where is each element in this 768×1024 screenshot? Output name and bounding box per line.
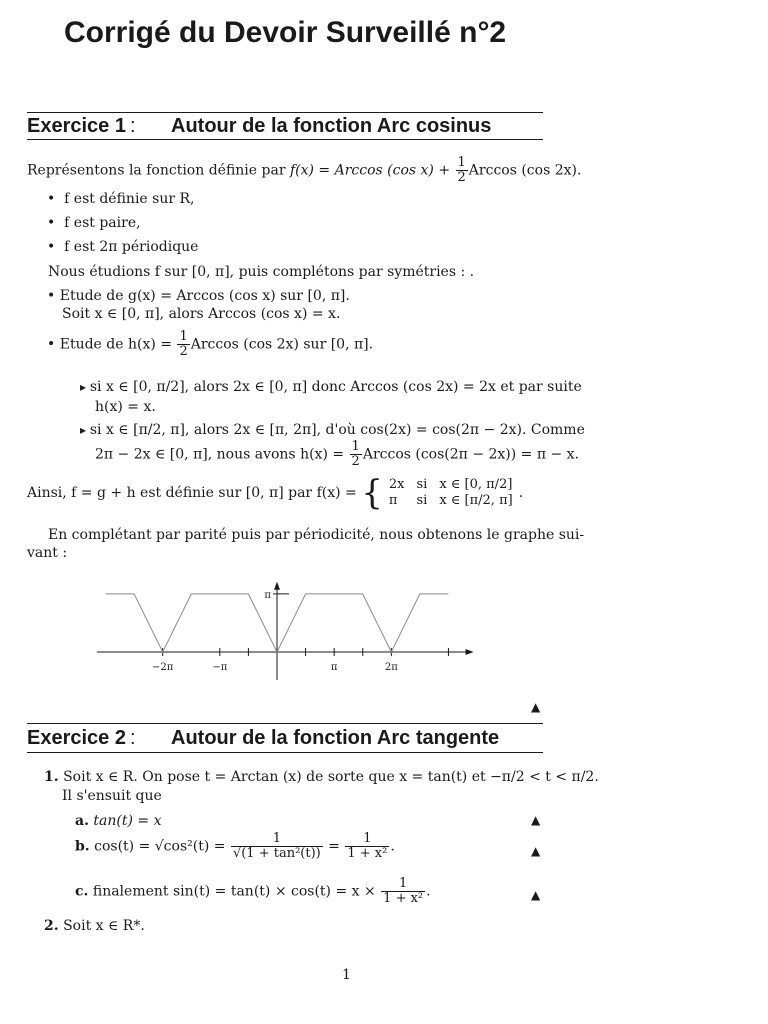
ainsi-end: . — [518, 485, 524, 501]
frac-den: 1 + x² — [383, 891, 424, 906]
q1b-fraction1 — [231, 832, 323, 861]
graph-chart — [0, 560, 768, 680]
intro-formula: f(x) = Arccos (cos x) + — [289, 162, 455, 179]
exercise1-topic: Autour de la fonction Arc cosinus — [171, 115, 492, 137]
case-expr: 2x — [388, 477, 405, 492]
intro-fraction — [456, 156, 468, 185]
x-tick-label: −2π — [151, 662, 174, 673]
x-axis-arrow — [466, 649, 474, 655]
property-text: f est définie sur R, — [64, 191, 195, 207]
intro-text: Représentons la fonction définie par — [27, 162, 290, 179]
ainsi-line — [27, 473, 524, 513]
case-cond: x ∈ [0, π/2] — [439, 477, 513, 492]
frac-den: 2 — [457, 170, 466, 185]
q1a-text: tan(t) = x — [93, 813, 162, 829]
case-si: si — [416, 477, 428, 492]
q1b-text: cos(t) = √cos²(t) = — [94, 838, 230, 855]
h-fraction — [177, 330, 189, 359]
exercise2-bottom-rule — [27, 752, 543, 753]
case2-text: 2π − 2x ∈ [0, π], nous avons h(x) = — [95, 446, 349, 463]
q1-text: Soit x ∈ R. On pose t = Arctan (x) de sorte que x = tan(t) et −π/2 < t < π/2. — [63, 769, 599, 785]
frac-num: 1 — [179, 329, 188, 344]
bullet-icon: • — [47, 215, 65, 231]
q1c-text: finalement sin(t) = tan(t) × cos(t) = x × — [92, 883, 381, 900]
intro-formula-end: Arccos (cos 2x). — [468, 162, 582, 179]
frac-num: 1 — [351, 439, 360, 454]
q1c-end: . — [426, 883, 431, 900]
q1c-mark-icon: ▲ — [531, 888, 541, 902]
frac-num: 1 — [457, 155, 466, 170]
x-tick-label: 2π — [384, 662, 398, 673]
exercise2-colon: : — [129, 727, 136, 749]
exercise2-heading — [27, 727, 500, 750]
case-expr: π — [388, 493, 398, 508]
q2-label: 2. — [44, 918, 59, 934]
exercise2-label: Exercice 2 — [27, 727, 126, 749]
end-mark-icon: ▲ — [531, 700, 541, 714]
case-row — [383, 477, 519, 493]
property-item — [47, 238, 198, 256]
q1b-end: . — [390, 838, 395, 855]
q1-label: 1. — [44, 769, 59, 785]
case-si: si — [416, 493, 428, 508]
h-study-text: Etude de h(x) = — [59, 336, 177, 353]
frac-num: 1 — [345, 832, 389, 847]
g-study-text: Etude de g(x) = Arccos (cos x) sur [0, π]. — [59, 288, 350, 304]
g-study-line1 — [47, 287, 350, 305]
y-axis-arrow — [274, 582, 280, 590]
y-tick-label: π — [264, 589, 271, 601]
q1a-line — [75, 812, 161, 830]
q1b-fraction2 — [345, 832, 389, 861]
bullet-icon: • — [47, 336, 60, 353]
exercise1-label: Exercice 1 — [27, 115, 126, 137]
case2-text-end: Arccos (cos(2π − 2x)) = π − x. — [362, 446, 580, 463]
q1c-label: c. — [75, 883, 89, 900]
case-cond: x ∈ [π/2, π] — [439, 493, 513, 508]
q1a-label: a. — [75, 813, 89, 829]
exercise2-topic: Autour de la fonction Arc tangente — [171, 727, 500, 749]
frac-num: 1 — [231, 832, 323, 847]
case2-line1 — [80, 421, 585, 439]
completing-line1: En complétant par parité puis par périodicité, nous obtenons le graphe sui- — [48, 527, 585, 543]
case1-text: si x ∈ [0, π/2], alors 2x ∈ [0, π] donc Arccos (cos 2x) = 2x et par suite — [89, 379, 582, 395]
brace-icon: { — [361, 473, 383, 513]
ainsi-text: Ainsi, f = g + h est définie sur [0, π] par f(x) = — [27, 485, 362, 501]
frac-num: 1 — [381, 877, 425, 892]
q1c-line — [75, 877, 431, 906]
exercise1-heading — [27, 115, 492, 138]
exercise1-intro — [27, 156, 581, 185]
q1b-line — [75, 832, 395, 861]
q1a-mark-icon: ▲ — [531, 813, 541, 827]
bullet-icon: • — [47, 288, 60, 304]
q2-text: Soit x ∈ R*. — [63, 918, 145, 934]
completing-line2: vant : — [27, 545, 68, 561]
frac-den: 1 + x² — [347, 846, 388, 861]
case2-line2 — [95, 440, 579, 469]
case2-fraction — [350, 440, 362, 469]
bullet-icon: • — [47, 239, 65, 255]
q1b-mark-icon: ▲ — [531, 844, 541, 858]
q2-line — [44, 917, 145, 935]
case-row — [383, 493, 519, 509]
frac-den: √(1 + tan²(t)) — [232, 846, 321, 861]
q1b-eq: = — [323, 838, 345, 855]
h-study-line — [47, 330, 373, 359]
q1-line1 — [44, 768, 599, 786]
h-study-text-end: Arccos (cos 2x) sur [0, π]. — [190, 336, 374, 353]
property-text: f est paire, — [64, 215, 141, 231]
page-number: 1 — [342, 967, 351, 983]
triangle-bullet-icon: ▸ — [80, 380, 90, 394]
piecewise-cases — [383, 477, 519, 509]
bullet-icon: • — [47, 191, 65, 207]
g-study-line2: Soit x ∈ [0, π], alors Arccos (cos x) = x. — [62, 306, 341, 322]
x-tick-label: −π — [212, 662, 228, 673]
case1-line1 — [80, 378, 582, 396]
x-tick-label: π — [330, 662, 338, 673]
exercise1-top-rule — [27, 112, 543, 113]
q1-line2: Il s'ensuit que — [62, 788, 162, 804]
exercise1-bottom-rule — [27, 139, 543, 140]
q1c-fraction — [381, 877, 425, 906]
property-text: f est 2π périodique — [64, 239, 199, 255]
property-item — [47, 190, 195, 208]
q1b-label: b. — [75, 838, 90, 855]
case1-line2: h(x) = x. — [95, 399, 156, 415]
exercise1-colon: : — [129, 115, 136, 137]
triangle-bullet-icon: ▸ — [80, 423, 90, 437]
study-line: Nous étudions f sur [0, π], puis complétons par symétries : . — [48, 264, 475, 280]
frac-den: 2 — [179, 344, 188, 359]
property-item — [47, 214, 141, 232]
frac-den: 2 — [351, 454, 360, 469]
exercise2-top-rule — [27, 723, 543, 724]
page-title: Corrigé du Devoir Surveillé n°2 — [64, 16, 507, 49]
case2-text: si x ∈ [π/2, π], alors 2x ∈ [π, 2π], d'où cos(2x) = cos(2π − 2x). Comme — [89, 422, 585, 438]
